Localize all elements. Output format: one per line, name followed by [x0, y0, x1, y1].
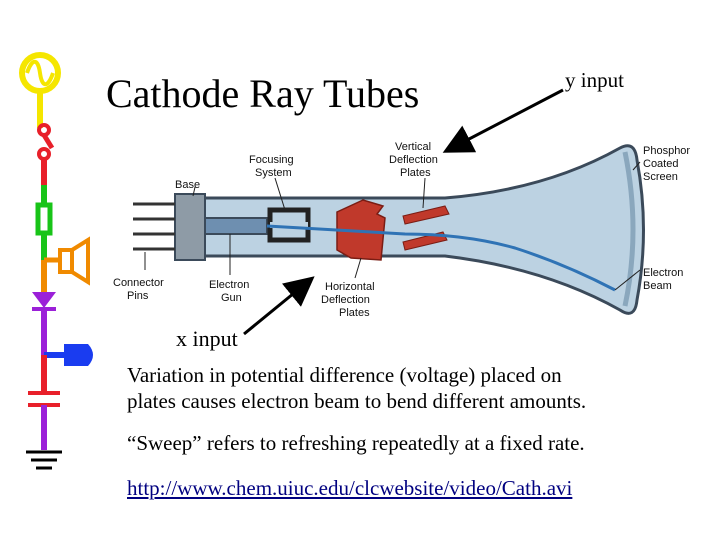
label-beam-1: Electron: [643, 267, 684, 279]
label-beam-2: Beam: [643, 280, 672, 292]
crt-diagram: [105, 130, 700, 330]
page-title: Cathode Ray Tubes: [106, 71, 420, 116]
electron-gun: [205, 218, 267, 234]
x-input-label: x input: [176, 326, 238, 351]
label-vertical-3: Plates: [400, 167, 431, 179]
label-focusing-2: System: [255, 167, 292, 179]
label-connector-2: Pins: [127, 290, 149, 302]
label-phosphor-2: Coated: [643, 158, 679, 170]
label-connector-1: Connector: [113, 277, 164, 289]
label-gun-2: Gun: [221, 292, 242, 304]
paragraph-variation-line-1: Variation in potential difference (voltage) placed on: [127, 363, 562, 387]
tube-base: [175, 194, 205, 260]
label-base: Base: [175, 179, 201, 191]
label-vertical-1: Vertical: [395, 141, 432, 153]
label-horizontal-3: Plates: [339, 307, 370, 319]
paragraph-variation-line-2: plates causes electron beam to bend different amounts.: [127, 389, 587, 413]
label-focusing-1: Focusing: [249, 154, 294, 166]
label-vertical-2: Deflection: [389, 154, 438, 166]
label-horizontal-2: Deflection: [321, 294, 370, 306]
paragraph-variation: [127, 362, 707, 414]
label-horizontal-1: Horizontal: [325, 281, 375, 293]
connector-pins: [133, 204, 175, 249]
paragraph-sweep: “Sweep” refers to refreshing repeatedly at a fixed rate.: [127, 431, 585, 455]
label-gun-1: Electron: [209, 279, 250, 291]
label-phosphor-1: Phosphor: [643, 145, 691, 157]
y-input-label: y input: [565, 68, 624, 92]
video-link[interactable]: http://www.chem.uiuc.edu/clcwebsite/video/Cath.avi: [127, 476, 573, 500]
label-phosphor-3: Screen: [643, 171, 678, 183]
